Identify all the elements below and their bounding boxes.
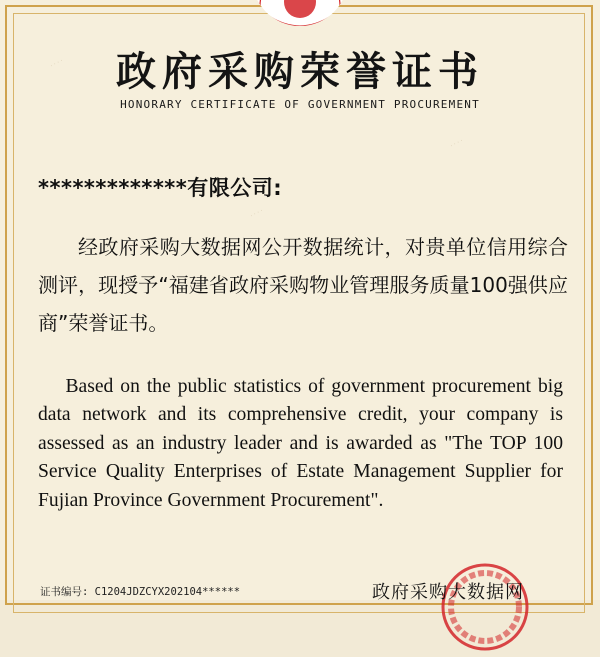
watermark: · · · · xyxy=(449,137,465,150)
english-citation: Based on the public statistics of government procurement big data network and its comprehensive credit, your company is assessed as an industry leader and is awarded as "The TOP 100 Service Quality Enterprises of Estate Management Supplier for Fujian Province Government Procurement". xyxy=(38,376,563,511)
issuer-name: 政府采购大数据网 xyxy=(372,582,524,603)
certificate-number: 证书编号: C1204JDZCYX202104****** xyxy=(40,586,241,598)
watermark: · · · · xyxy=(49,57,65,70)
watermark: · · · · xyxy=(249,207,265,220)
issuer-red-seal-icon xyxy=(440,562,530,652)
certificate-subtitle: HONORARY CERTIFICATE OF GOVERNMENT PROCUREMENT xyxy=(120,98,480,111)
certificate-title: 政府采购荣誉证书 xyxy=(116,49,484,95)
recipient-name: *************有限公司: xyxy=(38,176,283,200)
chinese-citation: 经政府采购大数据网公开数据统计，对贵单位信用综合测评，现授予“福建省政府采购物业管理服务质量100强供应商”荣誉证书。 xyxy=(38,235,568,335)
